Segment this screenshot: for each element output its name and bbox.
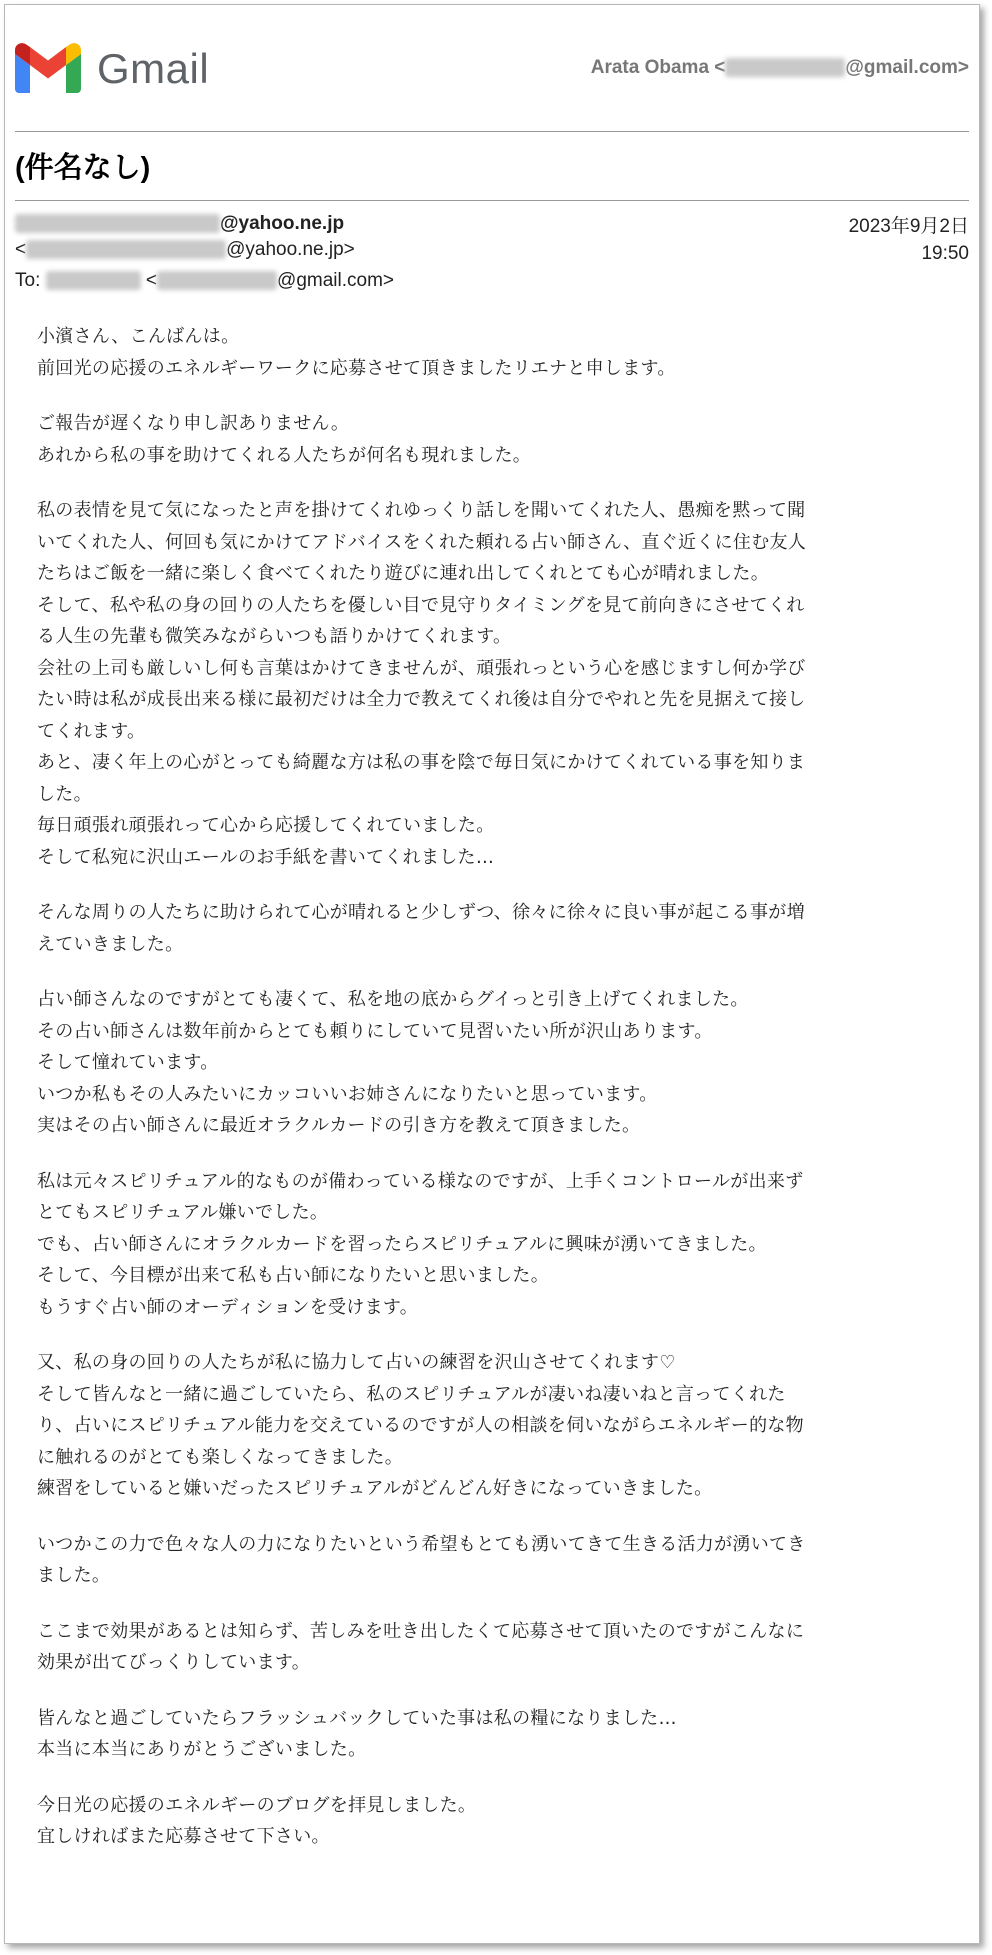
message-line: 私は元々スピリチュアル的なものが備わっている様なのですが、上手くコントロールが出来ず bbox=[37, 1170, 804, 1192]
sender-name bbox=[15, 213, 344, 235]
message-line: ここまで効果があるとは知らず、苦しみを吐き出したくて応募させて頂いたのですがこんなに bbox=[37, 1620, 805, 1642]
account-email-suffix: @gmail.com> bbox=[845, 57, 969, 78]
message-line: に触れるのがとても楽しくなってきました。 bbox=[37, 1446, 403, 1468]
message-line: 本当に本当にありがとうございました。 bbox=[37, 1739, 367, 1760]
message-paragraph bbox=[37, 1790, 947, 1853]
message-line: たちはご飯を一緒に楽しく食べてくれたり遊びに連れ出してくれとても心が晴れました。 bbox=[37, 563, 769, 584]
sender-email-suffix: @yahoo.ne.jp> bbox=[226, 239, 355, 260]
message-paragraph bbox=[37, 984, 947, 1142]
message-line: 毎日頑張れ頑張れって心から応援してくれていました。 bbox=[37, 815, 495, 836]
divider bbox=[15, 131, 969, 132]
date-day: 2023年9月2日 bbox=[848, 216, 969, 237]
recipient-email-suffix: @gmail.com> bbox=[277, 270, 394, 291]
message-line: そして、私や私の身の回りの人たちを優しい目で見守りタイミングを見て前向きにさせてくれ bbox=[37, 594, 805, 616]
recipient-email-prefix: < bbox=[145, 270, 158, 291]
message-line: あと、凄く年上の心がとっても綺麗な方は私の事を陰で毎日気にかけてくれている事を知りま bbox=[37, 752, 806, 773]
message-paragraph bbox=[37, 408, 947, 471]
message-line: 練習をしていると嫌いだったスピリチュアルがどんどん好きになっていきました。 bbox=[37, 1478, 713, 1499]
redacted-sender-email bbox=[26, 240, 226, 259]
message-line: 会社の上司も厳しいし何も言葉はかけてきませんが、頑張れっという心を感じますし何か学び bbox=[37, 657, 806, 679]
sender-email bbox=[15, 239, 355, 261]
message-line: 私の表情を見て気になったと声を掛けてくれゆっくり話しを聞いてくれた人、愚痴を黙って聞 bbox=[37, 500, 806, 521]
gmail-logo-icon bbox=[15, 43, 81, 93]
message-date bbox=[849, 213, 969, 267]
divider bbox=[15, 200, 969, 201]
redacted-recipient-email bbox=[157, 271, 277, 290]
message-line: そんな周りの人たちに助けられて心が晴れると少しずつ、徐々に徐々に良い事が起こる事が増 bbox=[37, 902, 805, 923]
message-line: とてもスピリチュアル嫌いでした。 bbox=[37, 1202, 329, 1223]
redacted-account-email bbox=[725, 58, 845, 77]
message-paragraph bbox=[37, 897, 947, 960]
message-line: 実はその占い師さんに最近オラクルカードの引き方を教えて頂きました。 bbox=[37, 1115, 641, 1136]
message-line: 今日光の応援のエネルギーのブログを拝見しました。 bbox=[37, 1794, 477, 1816]
message-paragraph bbox=[37, 1529, 947, 1592]
app-name: Gmail bbox=[97, 45, 210, 92]
message-line: 前回光の応援のエネルギーワークに応募させて頂きましたリエナと申します。 bbox=[37, 357, 676, 379]
message-line: そして、今目標が出来て私も占い師になりたいと思いました。 bbox=[37, 1265, 550, 1286]
sender-email-prefix: < bbox=[15, 239, 27, 260]
message-paragraph bbox=[37, 1166, 947, 1324]
message-line: その占い師さんは数年前からとても頼りにしていて見習いたい所が沢山あります。 bbox=[37, 1020, 713, 1042]
message-line: そして憧れています。 bbox=[37, 1052, 219, 1073]
message-line: る人生の先輩も微笑みながらいつも語りかけてくれます。 bbox=[37, 626, 512, 647]
message-line: 又、私の身の回りの人たちが私に協力して占いの練習を沢山させてくれます♡ bbox=[37, 1352, 676, 1373]
email-print-view bbox=[4, 4, 980, 1944]
message-line: り、占いにスピリチュアル能力を交えているのですが人の相談を伺いながらエネルギー的な物 bbox=[37, 1415, 804, 1436]
message-paragraph bbox=[37, 321, 947, 384]
message-line: いつか私もその人みたいにカッコいいお姉さんになりたいと思っています。 bbox=[37, 1083, 658, 1105]
redacted-sender-name bbox=[15, 214, 220, 233]
message-paragraph bbox=[37, 1347, 947, 1505]
message-line: 皆んなと過ごしていたらフラッシュバックしていた事は私の糧になりました… bbox=[37, 1707, 677, 1729]
account-info bbox=[591, 57, 969, 79]
account-name: Arata Obama < bbox=[590, 57, 726, 78]
sender-name-suffix: @yahoo.ne.jp bbox=[220, 213, 345, 234]
email-subject: (件名なし) bbox=[15, 152, 151, 184]
message-body bbox=[37, 321, 947, 1877]
message-line: てくれます。 bbox=[37, 720, 146, 742]
message-line: えていきました。 bbox=[37, 933, 184, 955]
message-line: いつかこの力で色々な人の力になりたいという希望もとても湧いてきて生きる活力が湧いてき bbox=[37, 1533, 806, 1555]
message-paragraph bbox=[37, 1616, 947, 1679]
message-line: 宜しければまた応募させて下さい。 bbox=[37, 1826, 330, 1847]
recipient-line bbox=[15, 270, 394, 292]
message-paragraph bbox=[37, 1703, 947, 1766]
message-line: でも、占い師さんにオラクルカードを習ったらスピリチュアルに興味が湧いてきました。 bbox=[37, 1233, 767, 1255]
message-line: 効果が出てびっくりしています。 bbox=[37, 1652, 311, 1673]
message-line: した。 bbox=[37, 783, 92, 805]
message-line: ました。 bbox=[37, 1565, 111, 1586]
message-line: 小濱さん、こんばんは。 bbox=[37, 326, 240, 347]
message-line: もうすぐ占い師のオーディションを受けます。 bbox=[37, 1296, 419, 1318]
message-line: たい時は私が成長出来る様に最初だけは全力で教えてくれ後は自分でやれと先を見据えて接し bbox=[37, 689, 806, 710]
date-time: 19:50 bbox=[921, 243, 969, 264]
message-line: ご報告が遅くなり申し訳ありません。 bbox=[37, 413, 350, 434]
redacted-recipient-name bbox=[46, 271, 141, 290]
message-line: そして皆んなと一緒に過ごしていたら、私のスピリチュアルが凄いね凄いねと言ってくれた bbox=[37, 1383, 786, 1405]
message-line: 占い師さんなのですがとても凄くて、私を地の底からグイっと引き上げてくれました。 bbox=[37, 989, 749, 1010]
gmail-header bbox=[15, 35, 969, 99]
message-line: そして私宛に沢山エールのお手紙を書いてくれました… bbox=[37, 846, 495, 868]
to-label: To: bbox=[15, 270, 41, 291]
message-line: あれから私の事を助けてくれる人たちが何名も現れました。 bbox=[37, 444, 532, 466]
message-paragraph bbox=[37, 495, 947, 873]
message-line: いてくれた人、何回も気にかけてアドバイスをくれた頼れる占い師さん、直ぐ近くに住む友人 bbox=[37, 531, 807, 553]
